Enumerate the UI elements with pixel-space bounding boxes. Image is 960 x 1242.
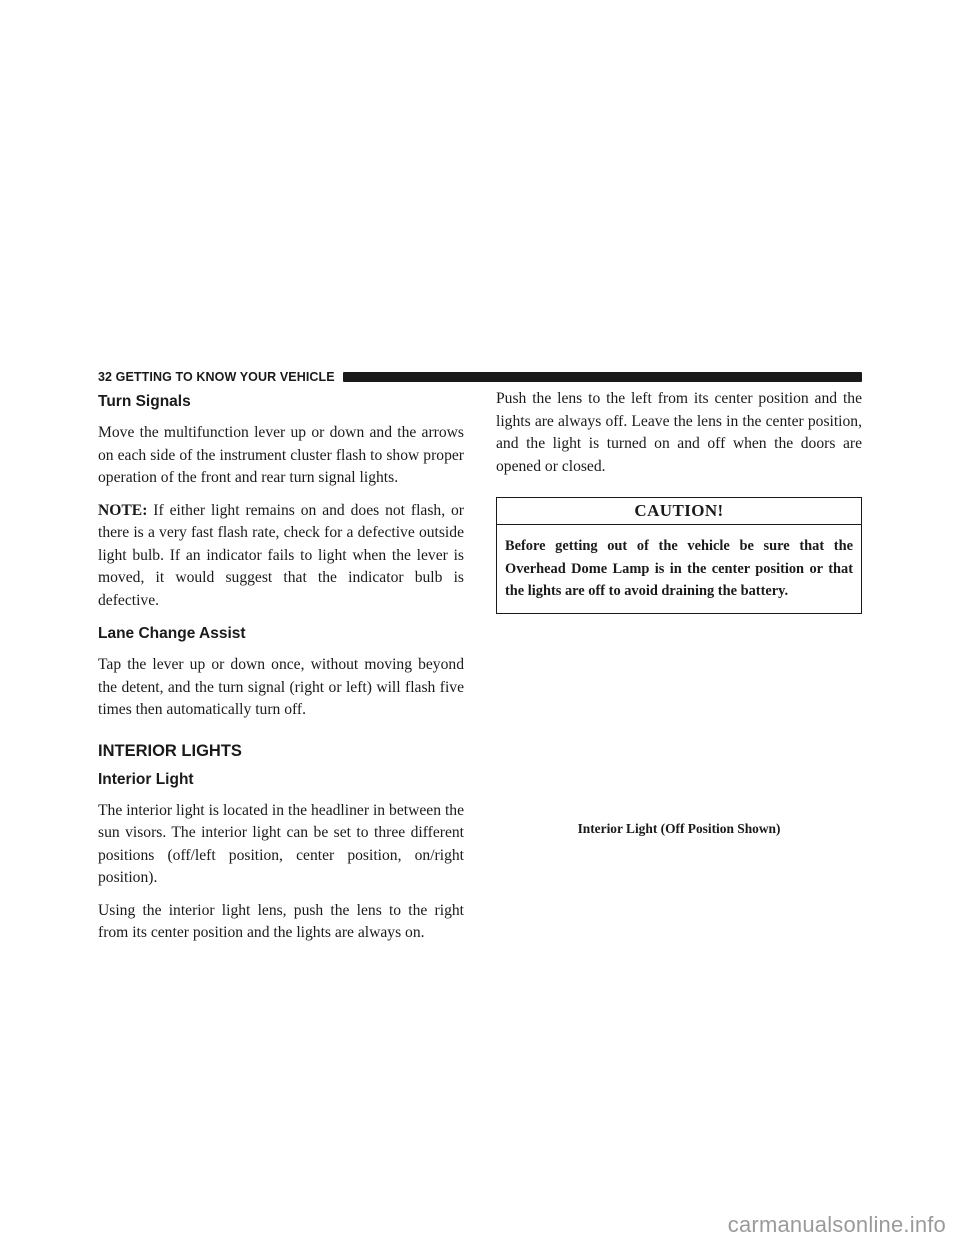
interior-light-heading: Interior Light <box>98 770 194 788</box>
page-header <box>98 370 862 384</box>
figure-caption: Interior Light (Off Position Shown) <box>577 821 781 836</box>
interior-lights-heading: INTERIOR LIGHTS <box>98 741 242 760</box>
header-rule <box>343 372 862 382</box>
interior-light-paragraph: The interior light is located in the headliner in between the sun visors. The interior light can be set to three different positions (off/left position, center position, on/right position). <box>98 801 464 886</box>
turn-signals-paragraph: Move the multifunction lever up or down and the arrows on each side of the instrument cluster flash to show proper operation of the front and rear turn signal lights. <box>98 424 464 486</box>
caution-body: Before getting out of the vehicle be sure that the Overhead Dome Lamp is in the center position or that the lights are off to avoid draining the battery. <box>505 538 853 599</box>
lane-change-paragraph: Tap the lever up or down once, without moving beyond the detent, and the turn signal (right or left) will flash five times then automatically turn off. <box>98 656 464 718</box>
page-number-section-title: 32 GETTING TO KNOW YOUR VEHICLE <box>98 370 335 384</box>
watermark: carmanualsonline.info <box>727 1212 946 1237</box>
turn-signals-heading: Turn Signals <box>98 393 191 410</box>
lane-change-heading: Lane Change Assist <box>98 625 246 642</box>
note-body: If either light remains on and does not flash, or there is a very fast flash rate, check for a defective outside light bulb. If an indicator fails to light when the lever is moved, it would suggest that the indicator bulb is defective. <box>98 501 464 609</box>
left-column <box>98 392 464 945</box>
push-lens-paragraph: Push the lens to the left from its center position and the lights are always off. Leave the lens in the center position, and the light is turned on and off when the doors are opened or closed. <box>496 390 862 475</box>
note-label: NOTE: <box>98 501 148 519</box>
note-paragraph <box>98 500 464 613</box>
caution-title: CAUTION! <box>497 498 861 525</box>
right-column <box>496 388 862 614</box>
interior-light-paragraph-2: Using the interior light lens, push the lens to the right from its center position and the lights are always on. <box>98 901 464 941</box>
caution-box <box>496 497 862 614</box>
